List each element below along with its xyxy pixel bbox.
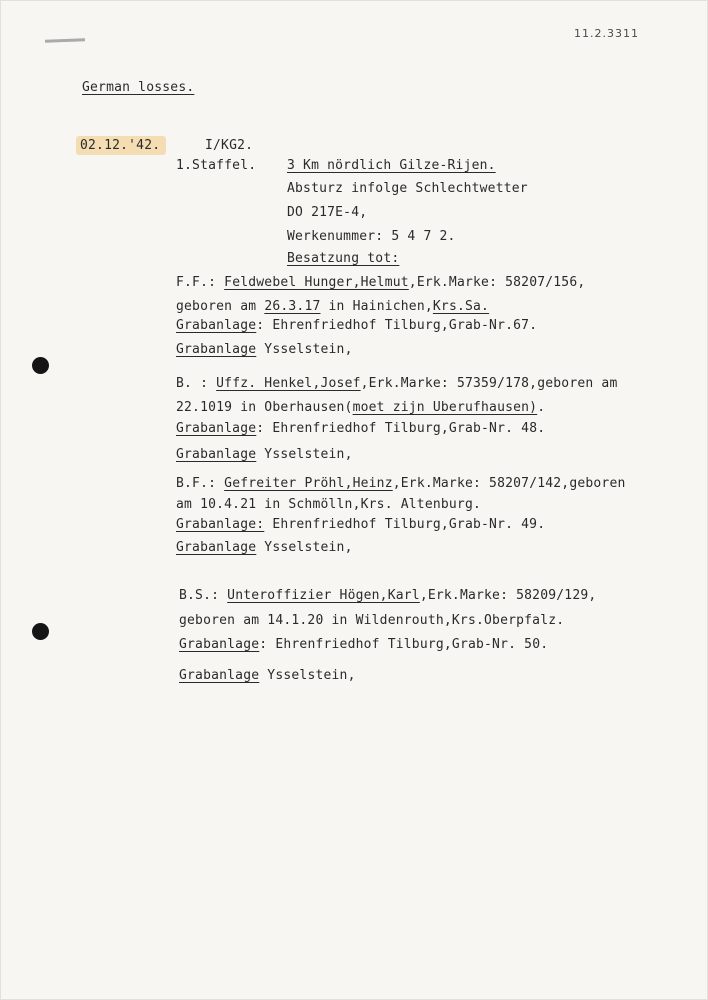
crew-role: B.F.:	[176, 476, 217, 491]
grave-label: Grabanlage	[176, 447, 257, 462]
crash-location: 3 Km nördlich Gilze-Rijen.	[287, 158, 496, 173]
crew-name: Unteroffizier Högen,Karl	[227, 588, 420, 603]
crew-entry-4-line-2: geboren am 14.1.20 in Wildenrouth,Krs.Oberpfalz.	[179, 613, 565, 628]
crew-marke: ,Erk.Marke: 58209/129,	[419, 588, 597, 603]
punch-hole-bottom	[32, 623, 49, 640]
crew-entry-3-line-1	[176, 476, 626, 492]
punch-hole-top	[32, 357, 49, 374]
grave-label: Grabanlage	[176, 421, 257, 436]
crew-entry-4-line-1	[179, 588, 596, 604]
document-title: German losses.	[82, 80, 195, 95]
crew-role: B.S.:	[179, 588, 220, 603]
crew-entry-1-grave	[176, 318, 537, 334]
grave-label: Grabanlage	[179, 637, 260, 652]
crew-entry-4-grave-2	[179, 668, 356, 684]
crew-marke: ,Erk.Marke: 58207/156,	[408, 275, 586, 290]
crew-entry-3-grave	[176, 517, 545, 533]
crew-born-region: Krs.Sa.	[432, 299, 490, 314]
crew-name: Gefreiter Pröhl,Heinz	[224, 476, 393, 491]
crew-entry-3-line-2: am 10.4.21 in Schmölln,Krs. Altenburg.	[176, 497, 482, 512]
grave-value: : Ehrenfriedhof Tilburg,Grab-Nr. 50.	[259, 637, 549, 652]
crew-born-note: moet zijn Uberufhausen)	[352, 400, 538, 415]
grave-value: Ysselstein,	[259, 668, 356, 683]
crew-entry-4-grave	[179, 637, 548, 653]
grave-label: Grabanlage:	[176, 517, 265, 532]
crew-born-date: 26.3.17	[264, 299, 321, 314]
crew-born-place: in Hainichen,	[328, 299, 433, 314]
crew-entry-2-grave-2	[176, 447, 353, 463]
crew-entry-1-grave-2	[176, 342, 353, 358]
unit: I/KG2.	[205, 138, 254, 153]
crash-cause: Absturz infolge Schlechtwetter	[287, 181, 528, 196]
crew-name: Feldwebel Hunger,Helmut	[224, 275, 409, 290]
grave-label: Grabanlage	[176, 318, 257, 333]
crew-role: B. :	[176, 376, 209, 391]
reference-note-suffix: 11	[623, 27, 639, 40]
crew-born-prefix: geboren am	[176, 299, 257, 314]
crew-born-line-end: .	[537, 400, 546, 415]
grave-value: Ysselstein,	[256, 540, 353, 555]
crew-born-line: 22.1019 in Oberhausen(	[176, 400, 353, 415]
reference-note-date: 11.2.33	[574, 27, 623, 40]
crew-entry-3-grave-2	[176, 540, 353, 556]
loss-date	[76, 138, 166, 154]
grave-label: Grabanlage	[179, 668, 260, 683]
grave-value: : Ehrenfriedhof Tilburg,Grab-Nr.67.	[256, 318, 538, 333]
grave-value: : Ehrenfriedhof Tilburg,Grab-Nr. 48.	[256, 421, 546, 436]
crew-entry-1-line-1	[176, 275, 585, 291]
crew-role: F.F.:	[176, 275, 217, 290]
crew-entry-1-line-2	[176, 299, 489, 315]
grave-value: Ysselstein,	[256, 447, 353, 462]
grave-label: Grabanlage	[176, 342, 257, 357]
aircraft-type: DO 217E-4,	[287, 205, 368, 220]
crew-name: Uffz. Henkel,Josef	[216, 376, 361, 391]
pencil-mark	[45, 38, 85, 42]
werknummer	[287, 229, 456, 245]
grave-value: Ysselstein,	[256, 342, 353, 357]
werknummer-value: 5 4 7 2.	[391, 229, 456, 244]
grave-value: Ehrenfriedhof Tilburg,Grab-Nr. 49.	[264, 517, 546, 532]
reference-note	[574, 27, 639, 40]
crew-marke: ,Erk.Marke: 58207/142,geboren	[392, 476, 626, 491]
grave-label: Grabanlage	[176, 540, 257, 555]
crew-entry-2-grave	[176, 421, 545, 437]
crew-heading: Besatzung tot:	[287, 251, 400, 266]
werknummer-label: Werkenummer:	[287, 229, 384, 244]
loss-date-highlight: 02.12.'42.	[76, 136, 166, 155]
staffel: 1.Staffel.	[176, 158, 257, 173]
crew-entry-2-line-2	[176, 400, 545, 416]
crew-marke: ,Erk.Marke: 57359/178,geboren am	[360, 376, 618, 391]
crew-entry-2-line-1	[176, 376, 617, 392]
